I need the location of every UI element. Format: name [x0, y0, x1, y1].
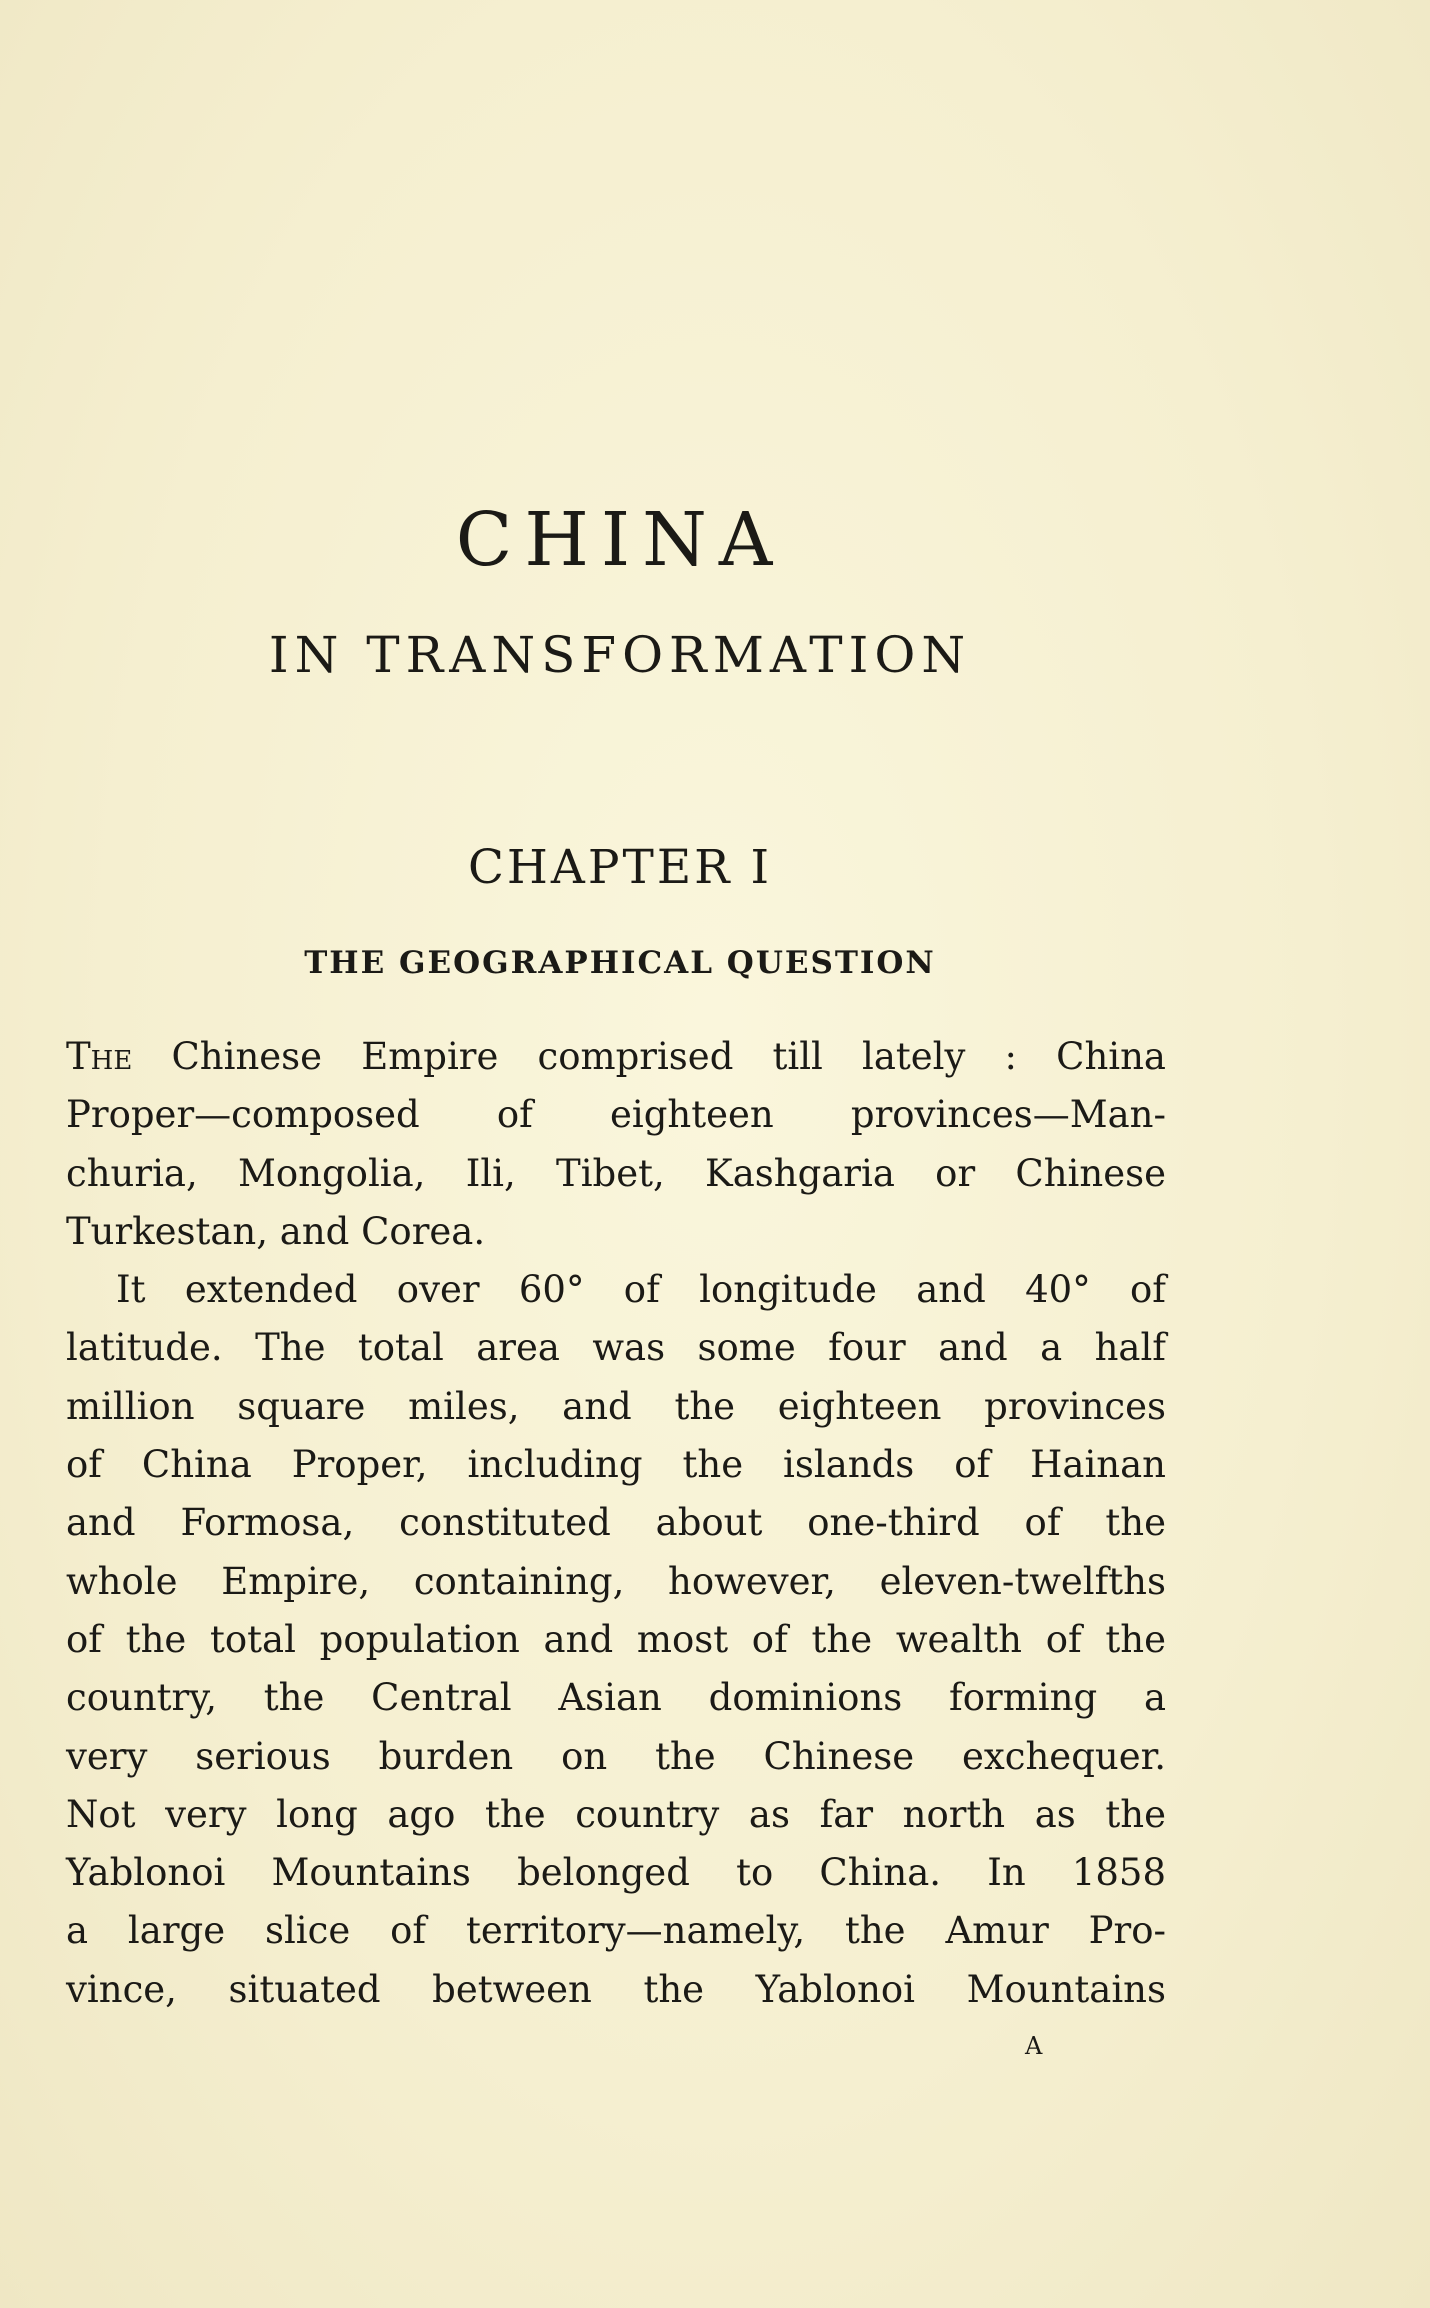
paragraph-2-line-8: country, the Central Asian dominions forming a: [66, 1676, 1166, 1720]
signature-mark: A: [1025, 2032, 1043, 2060]
paragraph-1-line-1: [66, 1028, 1166, 1086]
paragraph-2-line-2: latitude. The total area was some four and a half: [66, 1326, 1166, 1370]
book-title: CHINA: [455, 497, 785, 583]
paragraph-2-line-6: whole Empire, containing, however, eleven-twelfths: [66, 1559, 1166, 1603]
paragraph-2-line-12: a large slice of territory—namely, the Amur Pro-: [66, 1909, 1166, 1953]
chapter-heading: CHAPTER I: [467, 840, 773, 895]
paragraph-1-lead-word: The: [66, 1035, 133, 1078]
book-subtitle: IN TRANSFORMATION: [268, 626, 972, 684]
paragraph-2-line-9: very serious burden on the Chinese exchequer.: [66, 1734, 1166, 1778]
paragraph-1-line-2: Proper—composed of eighteen provinces—Man-: [66, 1093, 1166, 1137]
paragraph-2-line-5: and Formosa, constituted about one-third of the: [66, 1501, 1166, 1545]
paragraph-2-line-1: It extended over 60° of longitude and 40° of: [116, 1268, 1166, 1312]
paragraph-1-line-4: Turkestan, and Corea.: [66, 1209, 486, 1253]
paragraph-2-line-11: Yablonoi Mountains belonged to China. In 1858: [66, 1851, 1166, 1895]
paragraph-2-line-7: of the total population and most of the wealth of the: [66, 1617, 1166, 1661]
body-text: [66, 1028, 1166, 2019]
paragraph-1-line-3: churia, Mongolia, Ili, Tibet, Kashgaria or Chinese: [66, 1151, 1166, 1195]
paragraph-2-line-4: of China Proper, including the islands of Hainan: [66, 1443, 1166, 1487]
paragraph-2-line-10: Not very long ago the country as far north as the: [66, 1792, 1166, 1836]
section-heading: THE GEOGRAPHICAL QUESTION: [304, 945, 936, 981]
paragraph-1-line-1-text: Chinese Empire comprised till lately : China: [132, 1035, 1166, 1078]
paragraph-2-line-3: million square miles, and the eighteen provinces: [66, 1384, 1166, 1428]
paragraph-2-line-13: vince, situated between the Yablonoi Mountains: [66, 1967, 1166, 2011]
